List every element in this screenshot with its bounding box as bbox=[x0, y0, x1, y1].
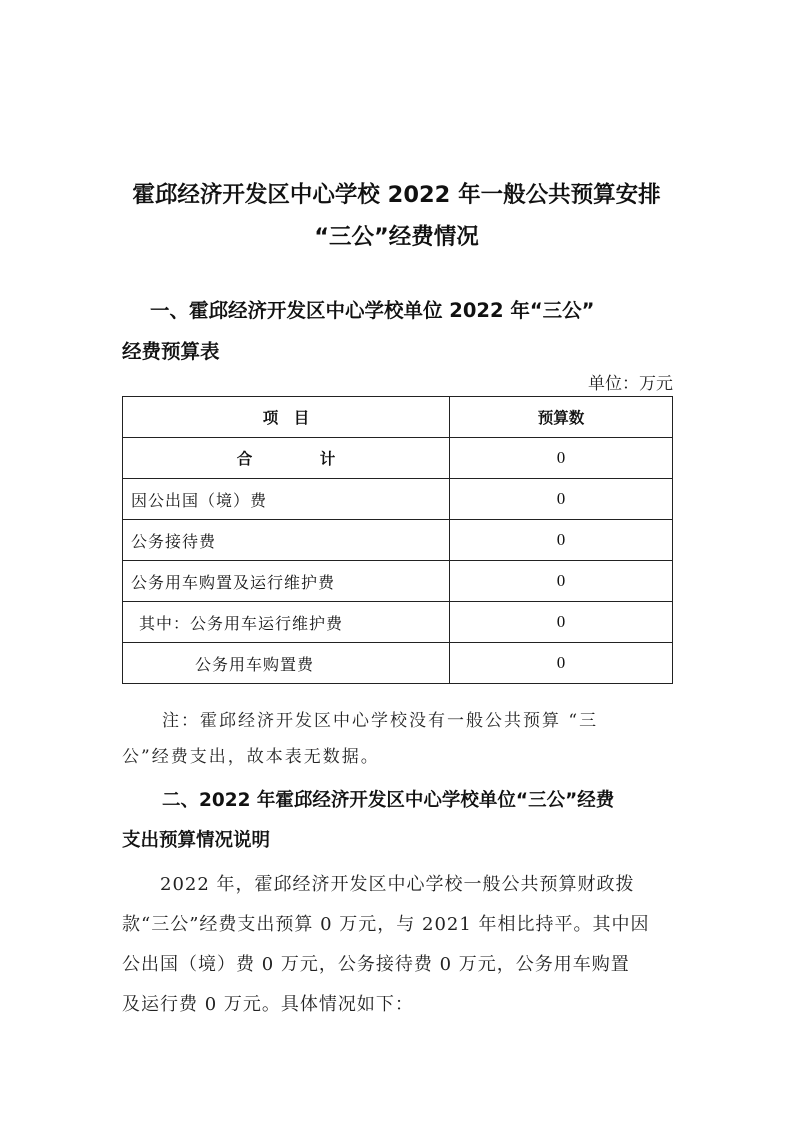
row-item-label: 公务用车购置及运行维护费 bbox=[123, 561, 450, 602]
paragraph-line-4: 及运行费 0 万元。具体情况如下： bbox=[122, 994, 414, 1015]
table-row bbox=[123, 479, 673, 520]
row-item-label: 公务用车购置费 bbox=[123, 643, 450, 684]
section2-heading-line-2: 支出预算情况说明 bbox=[122, 830, 271, 851]
section1-heading-line-2: 经费预算表 bbox=[122, 340, 220, 363]
paragraph-line-3: 公出国（境）费 0 万元，公务接待费 0 万元，公务用车购置 bbox=[122, 954, 630, 975]
table-row bbox=[123, 438, 673, 479]
row-item-value: 0 bbox=[450, 602, 673, 643]
row-total-value: 0 bbox=[450, 438, 673, 479]
unit-label: 单位：万元 bbox=[588, 374, 673, 394]
row-item-label: 因公出国（境）费 bbox=[123, 479, 450, 520]
header-budget: 预算数 bbox=[450, 397, 673, 438]
table-note bbox=[122, 703, 678, 775]
section1-heading-line-1: 一、霍邱经济开发区中心学校单位 2022 年“三公” bbox=[150, 299, 595, 322]
row-item-value: 0 bbox=[450, 479, 673, 520]
explanation-paragraph bbox=[122, 865, 678, 1025]
table-header-row bbox=[123, 397, 673, 438]
row-item-value: 0 bbox=[450, 561, 673, 602]
budget-table bbox=[122, 396, 673, 684]
row-item-value: 0 bbox=[450, 643, 673, 684]
document-title bbox=[90, 174, 703, 258]
table-row bbox=[123, 643, 673, 684]
header-item: 项 目 bbox=[123, 397, 450, 438]
note-line-2: 公”经费支出，故本表无数据。 bbox=[122, 747, 380, 767]
title-line-1: 霍邱经济开发区中心学校 2022 年一般公共预算安排 bbox=[132, 182, 661, 208]
table-row bbox=[123, 561, 673, 602]
table-row bbox=[123, 520, 673, 561]
paragraph-line-1: 2022 年，霍邱经济开发区中心学校一般公共预算财政拨 bbox=[160, 874, 635, 895]
row-item-label: 公务接待费 bbox=[123, 520, 450, 561]
table-row bbox=[123, 602, 673, 643]
section2-heading-line-1: 二、2022 年霍邱经济开发区中心学校单位“三公”经费 bbox=[162, 790, 615, 811]
row-total-label: 合 计 bbox=[123, 438, 450, 479]
paragraph-line-2: 款“三公”经费支出预算 0 万元，与 2021 年相比持平。其中因 bbox=[122, 914, 650, 935]
section1-heading bbox=[122, 290, 682, 372]
row-item-label: 其中：公务用车运行维护费 bbox=[123, 602, 450, 643]
note-line-1: 注：霍邱经济开发区中心学校没有一般公共预算 “三 bbox=[162, 711, 599, 731]
section2-heading bbox=[122, 781, 678, 861]
title-line-2: “三公”经费情况 bbox=[314, 224, 479, 250]
row-item-value: 0 bbox=[450, 520, 673, 561]
